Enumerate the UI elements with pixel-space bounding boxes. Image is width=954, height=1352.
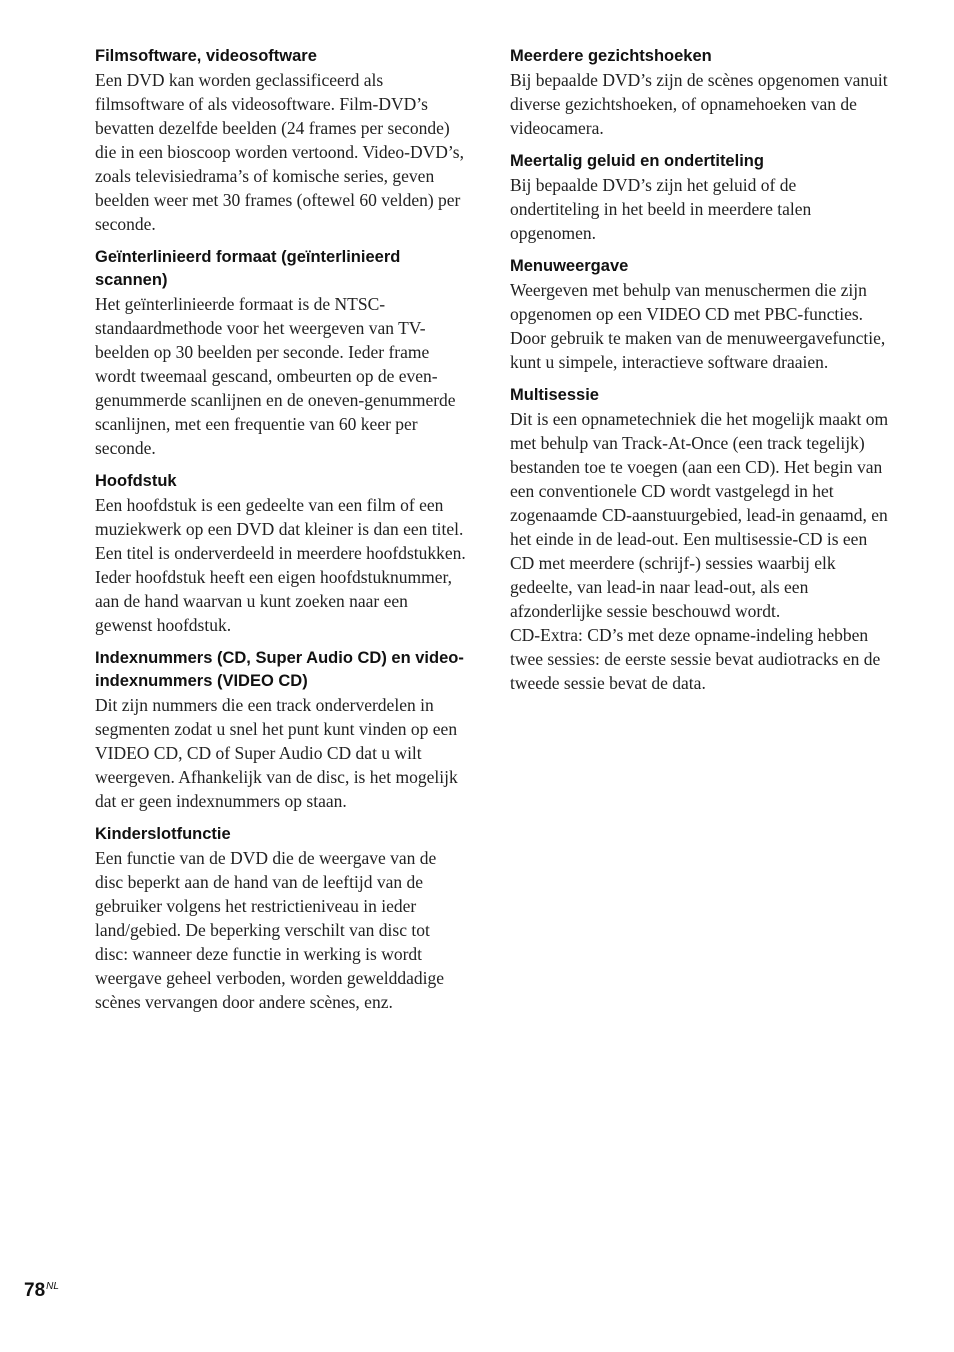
entry-term: Hoofdstuk bbox=[95, 472, 177, 490]
glossary-entry-meertalig bbox=[510, 150, 890, 245]
entry-text: Bij bepaalde DVD’s zijn de scènes opgenomen vanuit diverse gezichtshoeken, of opnamehoeken van de videocamera. bbox=[510, 70, 888, 138]
right-column bbox=[510, 45, 890, 705]
glossary-entry-interlaced bbox=[95, 246, 467, 460]
entry-term: Indexnummers (CD, Super Audio CD) en video-indexnummers (VIDEO CD) bbox=[95, 649, 464, 690]
glossary-entry-filmsoftware bbox=[95, 45, 467, 236]
glossary-entry-kinderslot bbox=[95, 823, 467, 1014]
entry-text: Bij bepaalde DVD’s zijn het geluid of de ondertiteling in het beeld in meerdere talen opgenomen. bbox=[510, 175, 812, 243]
page-number bbox=[24, 1280, 59, 1302]
entry-text: Weergeven met behulp van menuschermen die zijn opgenomen op een VIDEO CD met PBC-functies. Door gebruik te maken van de menuweergavefunctie, kunt u simpele, interactieve software draaien. bbox=[510, 280, 886, 372]
entry-term: Geïnterlinieerd formaat (geïnterlinieerd scannen) bbox=[95, 248, 401, 289]
entry-term: Filmsoftware, videosoftware bbox=[95, 47, 317, 65]
entry-text: Een functie van de DVD die de weergave van de disc beperkt aan de hand van de leeftijd van de gebruiker volgens het restrictieniveau in ieder land/gebied. De beperking verschilt van disc tot disc: wanneer deze functie in werking is wordt weergave geheel verboden, worden gewelddadige scènes vervangen door andere scènes, enz. bbox=[95, 848, 445, 1012]
entry-text: Dit zijn nummers die een track onderverdelen in segmenten zodat u snel het punt kunt vinden op een VIDEO CD, CD of Super Audio CD dat u wilt weergeven. Afhankelijk van de disc, is het mogelijk dat er geen indexnummers op staan. bbox=[95, 695, 458, 811]
entry-text: Een DVD kan worden geclassificeerd als filmsoftware of als videosoftware. Film-DVD’s bevatten dezelfde beelden (24 frames per seconde) die in een bioscoop worden vertoond. Video-DVD’s, zoals televisiedrama’s of komische series, geven beelden weer met 30 frames (oftewel 60 velden) per seconde. bbox=[95, 70, 464, 234]
entry-text: Het geïnterlinieerde formaat is de NTSC-standaardmethode voor het weergeven van TV-beelden op 30 beelden per seconde. Ieder frame wordt tweemaal gescand, ombeurten op de even-genummerde scanlijnen en de oneven-genummerde scanlijnen, met een frequentie van 60 keer per seconde. bbox=[95, 294, 456, 458]
glossary-entry-multisessie bbox=[510, 384, 890, 695]
entry-text-cd-extra: CD-Extra: CD’s met deze opname-indeling hebben twee sessies: de eerste sessie bevat audiotracks en de tweede sessie bevat de data. bbox=[510, 625, 881, 693]
glossary-entry-gezichtshoeken bbox=[510, 45, 890, 140]
entry-text: Een hoofdstuk is een gedeelte van een film of een muziekwerk op een DVD dat kleiner is dan een titel. Een titel is onderverdeeld in meerdere hoofdstukken. Ieder hoofdstuk heeft een eigen hoofdstuknummer, aan de hand waarvan u kunt zoeken naar een gewenst hoofdstuk. bbox=[95, 495, 466, 635]
glossary-entry-hoofdstuk bbox=[95, 470, 467, 637]
page-number-value: 78 bbox=[24, 1280, 46, 1301]
entry-term: Meertalig geluid en ondertiteling bbox=[510, 152, 764, 170]
entry-term: Meerdere gezichtshoeken bbox=[510, 47, 712, 65]
page-language-code: NL bbox=[46, 1280, 59, 1292]
entry-term: Menuweergave bbox=[510, 257, 629, 275]
entry-term: Multisessie bbox=[510, 386, 599, 404]
entry-text: Dit is een opnametechniek die het mogelijk maakt om met behulp van Track-At-Once (een track tegelijk) bestanden toe te voegen (aan een CD). Het begin van een conventionele CD wordt vastgelegd in het zogenaamde CD-aanstuurgebied, lead-in genaamd, en het einde in de lead-out. Een multisessie-CD is een CD met meerdere (schrijf-) sessies waarbij elk gedeelte, van lead-in naar lead-out, als een afzonderlijke sessie beschouwd wordt. bbox=[510, 409, 889, 621]
glossary-entry-menuweergave bbox=[510, 255, 890, 374]
left-column bbox=[95, 45, 467, 1024]
glossary-entry-indexnummers bbox=[95, 647, 467, 813]
entry-term: Kinderslotfunctie bbox=[95, 825, 231, 843]
